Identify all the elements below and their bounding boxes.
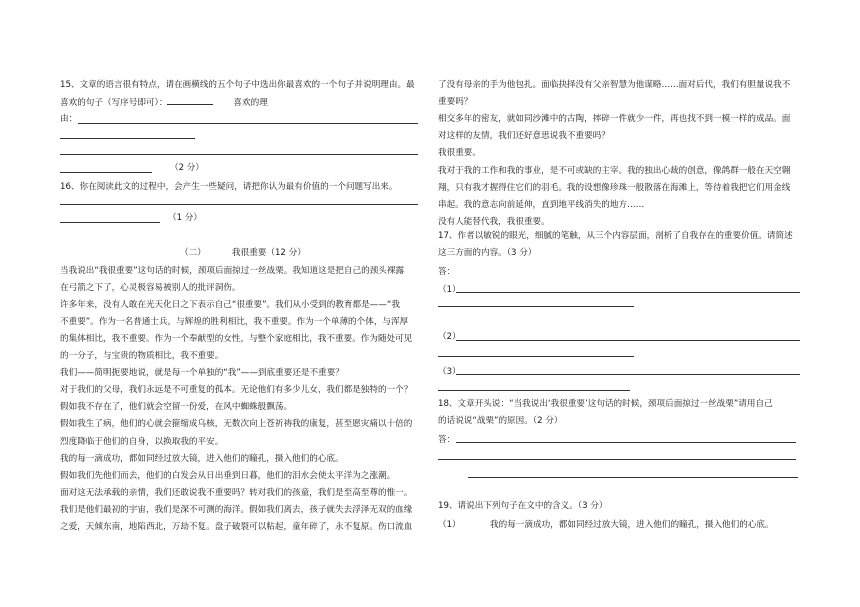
q19-item-label: （1）: [438, 520, 461, 530]
passage-line: 串起。我的意志向前延伸，直到地平线消失的地方……: [438, 199, 645, 210]
q19-item-text: 我的每一滴成功，都如同经过放大镜，进入他们的瞳孔，摄入他们的心底。: [490, 520, 774, 530]
q17-answer-2-line-2[interactable]: [438, 356, 634, 357]
passage-line: 之爱，天倾东南，地陷西北，万劫不复。盘子破裂可以粘起，童年碎了，永不复原。伤口流血: [60, 521, 413, 532]
passage-line: 我的每一滴成功，都如同经过放大镜，进入他们的瞳孔，摄入他们的心底。: [60, 453, 344, 464]
passage-line: 对这样的友情，我们还好意思说我不重要吗？: [438, 131, 610, 142]
passage-line: 不重要”。作为一名普通士兵，与辉煌的胜利相比，我不重要。作为一个单薄的个体，与浑厚: [60, 317, 409, 328]
q17-answer-3-line-2[interactable]: [438, 390, 630, 391]
q17-answer-2-line-1[interactable]: [456, 340, 800, 341]
q17-answer-1-line-2[interactable]: [438, 306, 634, 307]
passage-line: 的集体相比，我不重要。作为一个奉献型的女性，与整个家庭相比，我不重要。作为随处可见: [60, 334, 413, 345]
q15-line2: [60, 95, 268, 109]
passage-line: 烈度降临于他们的自身，以换取我的平安。: [60, 436, 224, 447]
q17-item-2: （2）: [438, 332, 461, 342]
q18-line2: 的话说说“战栗”的原因。（2 分）: [438, 416, 563, 426]
q15-answer-line-3[interactable]: [60, 154, 418, 155]
q18-answer-label: 答：: [438, 435, 456, 445]
q17-item-1: （1）: [438, 285, 461, 295]
passage-line: 在弓箭之下了，心灵极容易被别人的批评洞伤。: [60, 283, 241, 294]
q15-line3: 由：: [60, 114, 78, 124]
q18-answer-line-1[interactable]: [456, 442, 796, 443]
q15-answer-line-4[interactable]: [60, 172, 152, 173]
passage-line: 没有人能替代我，我很重要。: [438, 216, 550, 227]
passage-line: 我很重要。: [438, 148, 481, 159]
passage-line: 相交多年的密友，就如同沙滩中的古陶，摔碎一件就少一件，再也找不到一模一样的成品。面: [438, 114, 791, 125]
q15-line1: 15、文章的语言很有特点，请在画横线的五个句子中选出你最喜欢的一个句子并说明理由。最: [60, 80, 415, 90]
q15-line2-prefix: 喜欢的句子（写序号即可）：: [60, 98, 168, 108]
q16-answer-line-2[interactable]: [60, 222, 160, 223]
q17-answer-3-line-1[interactable]: [456, 374, 800, 375]
q15-answer-line-1[interactable]: [78, 123, 418, 124]
passage-line: 面对这无法承载的亲情，我们还敢说我不重要吗？转对我们的孩童，我们是至高至尊的惟一。: [60, 487, 413, 498]
passage-line: 了没有母亲的手为他包扎。面临抉择没有父亲智慧为他谋略……面对后代，我们有胆量说我不: [438, 80, 791, 90]
passage-line: 当我说出“我很重要”这句话的时候，颈项后面掠过一丝战栗。我知道这是把自己的颈头裸露: [60, 266, 405, 276]
q17-item-3: （3）: [438, 367, 461, 377]
q18-answer-line-2[interactable]: [438, 459, 796, 460]
q18-answer-line-3[interactable]: [468, 477, 798, 478]
q19-line1: 19、请说出下列句子在文中的含义。（3 分）: [438, 501, 608, 511]
passage-line: 假如我不存在了，他们就会空留一份爱，在风中蜘蛛般飘荡。: [60, 402, 293, 413]
q18-line1: 18、文章开头说：“当我说出‘我很重要’这句话的时候，颈项后面掠过一丝战栗”请用自己: [438, 399, 773, 409]
section-title: 我很重要（12 分）: [232, 248, 306, 258]
section-number: （二）: [180, 248, 206, 258]
passage-line: 重要吗？: [438, 97, 473, 108]
q15-score: （2 分）: [170, 163, 204, 173]
q15-line2-suffix: 喜欢的理: [233, 98, 268, 108]
q17-answer-label: 答：: [438, 267, 456, 277]
q17-answer-1-line-1[interactable]: [456, 292, 800, 293]
passage-line: 假如我们先他们而去，他们的白发会从日出垂到日暮，他们的泪水会使太平洋为之涨潮。: [60, 470, 396, 481]
q17-line1: 17、作者以敏锐的眼光，细腻的笔触，从三个内容层面，剖析了自我存在的重要价值。请简述: [438, 231, 793, 241]
q16-line1: 16、你在阅读此文的过程中，会产生一些疑问，请把你认为最有价值的一个问题写出来。: [60, 182, 398, 192]
passage-line: 的一分子，与宝贵的物质相比，我不重要。: [60, 351, 224, 362]
q17-line2: 这三方面的内容。（3 分）: [438, 248, 537, 258]
q15-answer-line-2[interactable]: [60, 138, 195, 139]
passage-line: 对于我们的父母，我们永远是不可重复的孤本。无论他们有多少儿女，我们都是独特的一个？: [60, 385, 413, 396]
passage-line: 我们是他们最初的宇宙，我们是深不可测的海洋。假如我们离去，孩子就失去浮泽无双的血缘: [60, 504, 413, 515]
passage-line: 我们——简明扼要地说，就是每一个单独的“我”——到底重要还是不重要？: [60, 368, 344, 379]
passage-line: 翔，只有我才握得住它们的羽毛。我的设想像珍珠一般散落在海滩上，等待着我把它们用金线: [438, 182, 791, 193]
passage-line: 假如我生了病，他们的心就会箍缩成乌核，无数次向上苍祈祷我的康复，甚至愿灾痛以十倍的: [60, 419, 413, 430]
q15-answer-blank[interactable]: [167, 95, 213, 105]
passage-line: 我对于我的工作和我的事业，是不可或缺的主宰。我的独出心裁的创意，像鸽群一般在天空翱: [438, 165, 791, 176]
q16-score: （1 分）: [168, 213, 202, 223]
q16-answer-line-1[interactable]: [60, 204, 418, 205]
passage-line: 许多年来，没有人敢在光天化日之下表示自己“很重要”。我们从小受到的教育都是——“我: [60, 300, 400, 311]
